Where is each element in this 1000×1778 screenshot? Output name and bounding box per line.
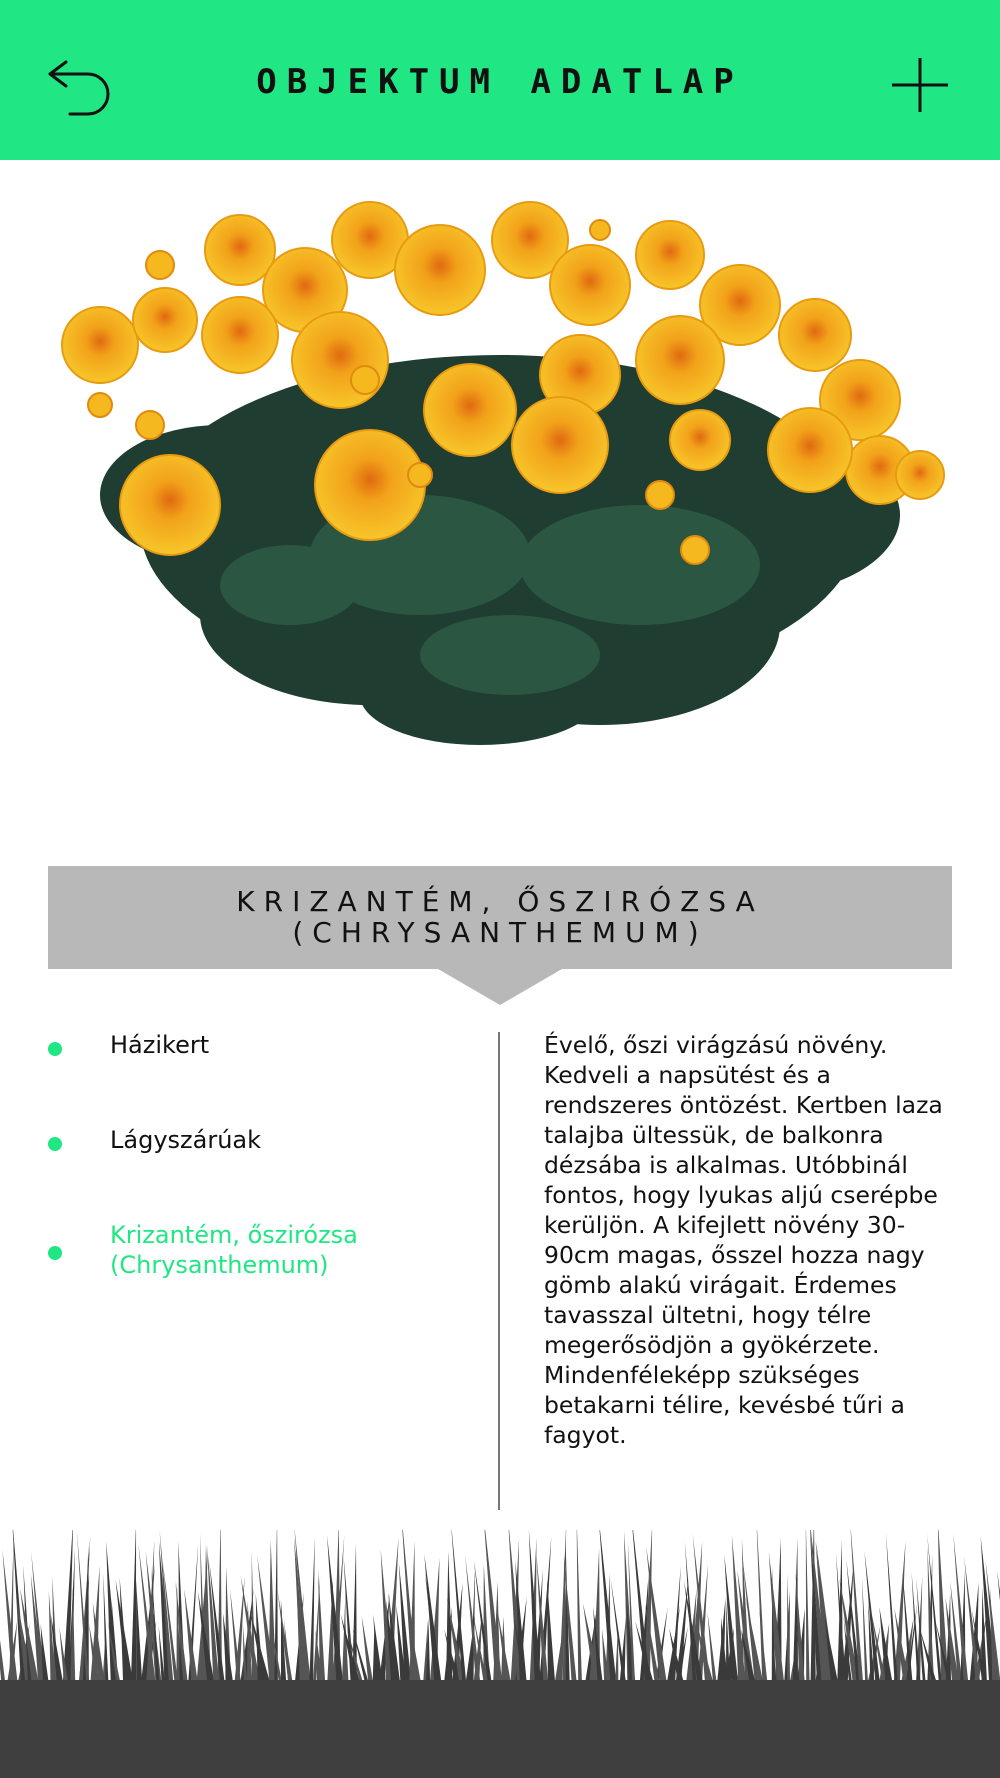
- plant-image: [40, 195, 960, 755]
- plant-name-line2: (CHRYSANTHEMUM): [292, 916, 708, 949]
- add-button[interactable]: [880, 52, 960, 122]
- plus-icon: [880, 52, 960, 122]
- plant-name-banner: [48, 866, 952, 969]
- back-button[interactable]: [40, 50, 120, 120]
- plant-name-line1: KRIZANTÉM, ŐSZIRÓZSA: [236, 885, 764, 918]
- category-label-line1: Krizantém, őszirózsa: [110, 1221, 358, 1249]
- bullet-dot-icon: [48, 1137, 62, 1151]
- app-header: [0, 0, 1000, 160]
- column-divider: [498, 1032, 500, 1510]
- plant-name: [48, 886, 952, 948]
- category-label-line2: (Chrysanthemum): [110, 1251, 329, 1279]
- plant-description: Évelő, őszi virágzású növény. Kedveli a napsütést és a rendszeres öntözést. Kertben laza talajba ültessük, de balkonra dézsába is alkalmas. Utóbbinál fontos, hogy lyukas aljú cserépbe kerüljön. A kifejlett növény 30-90cm magas, ősszel hozza nagy gömb alakú virágait. Érdemes tavasszal ültetni, hogy télre megerősödjön a gyökérzete. Mindenféleképp szükséges betakarni télire, kevésbé tűri a fagyot.: [544, 1031, 943, 1449]
- category-label: Házikert: [110, 1031, 210, 1059]
- page-title: OBJEKTUM ADATLAP: [256, 62, 744, 102]
- bullet-dot-icon: [48, 1042, 62, 1056]
- bullet-dot-icon: [48, 1246, 62, 1260]
- grass-footer: [0, 1530, 1000, 1778]
- category-label: Lágyszárúak: [110, 1126, 262, 1154]
- category-label-active: [110, 1220, 358, 1280]
- banner-pointer: [438, 969, 562, 1005]
- undo-arrow-icon: [40, 50, 120, 120]
